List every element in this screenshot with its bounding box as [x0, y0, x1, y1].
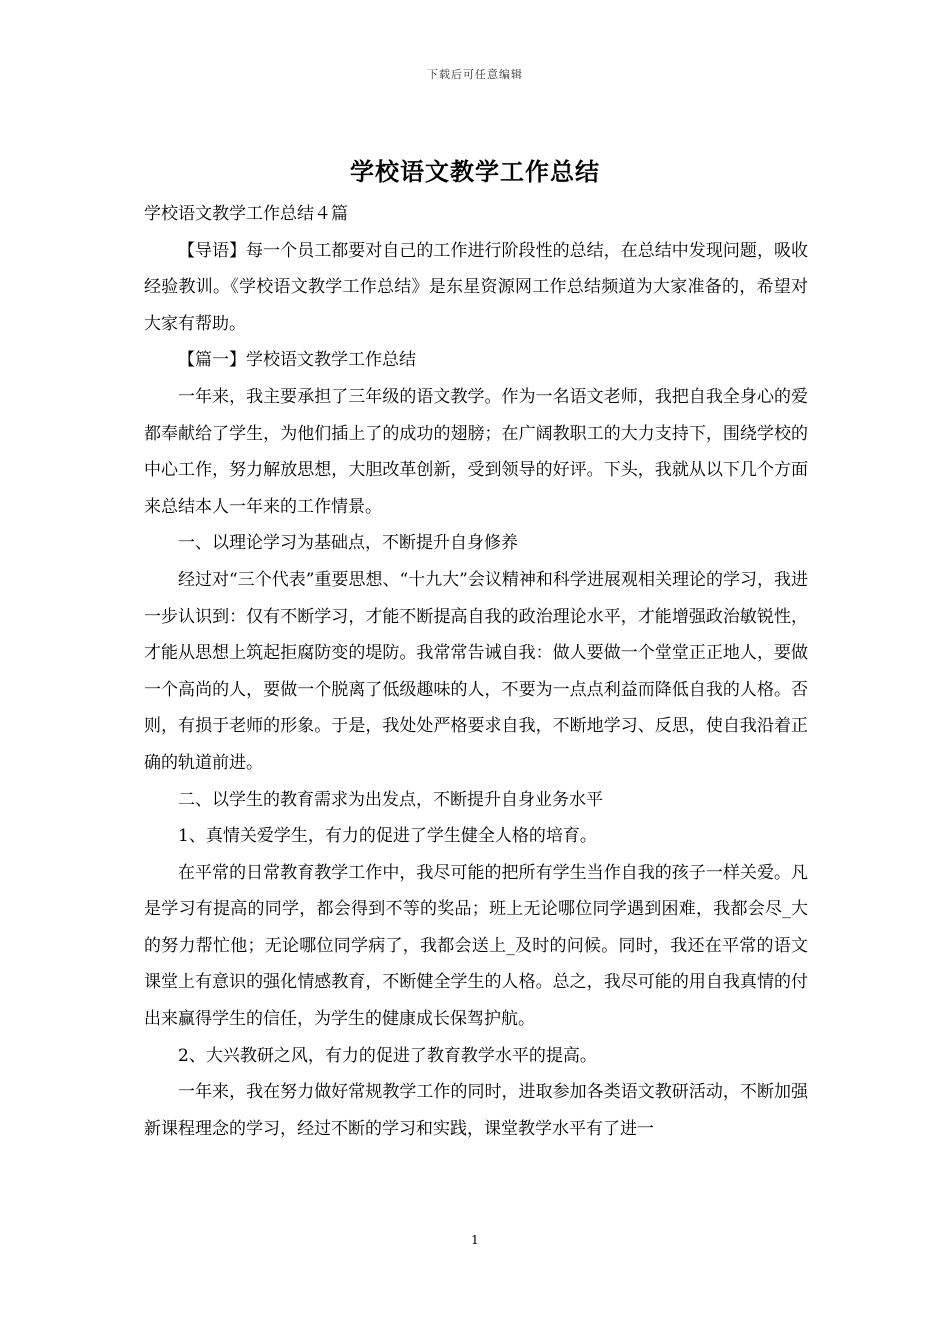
- body-paragraph: 一年来，我主要承担了三年级的语文教学。作为一名语文老师，我把自我全身心的爱都奉献给了学生，为他们插上了的成功的翅膀；在广阔教职工的大力支持下，围绕学校的中心工作，努力解放思想，大胆改革创新，受到领导的好评。下头，我就从以下几个方面来总结本人一年来的工作情景。: [144, 386, 808, 517]
- list-item-heading: 1、真情关爱学生，有力的促进了学生健全人格的培育。: [178, 826, 597, 847]
- subsection-heading: 二、以学生的教育需求为出发点，不断提升自身业务水平: [178, 789, 603, 810]
- document-body: [144, 196, 808, 1147]
- intro-paragraph: 【导语】每一个员工都要对自己的工作进行阶段性的总结，在总结中发现问题，吸收经验教训。《学校语文教学工作总结》是东星资源网工作总结频道为大家准备的，希望对大家有帮助。: [144, 240, 808, 334]
- page-header-note: 下载后可任意编辑: [427, 68, 523, 81]
- subsection-heading: 一、以理论学习为基础点，不断提升自身修养: [178, 533, 518, 554]
- list-item-heading: 2、大兴教研之风，有力的促进了教育教学水平的提高。: [178, 1045, 597, 1066]
- page-number: 1: [471, 1233, 479, 1247]
- body-paragraph: 经过对“三个代表”重要思想、“十九大”会议精神和科学进展观相关理论的学习，我进一步认识到：仅有不断学习，才能不断提高自我的政治理论水平，才能增强政治敏锐性，才能从思想上筑起拒腐防变的堤防。我常常告诫自我：做人要做一个堂堂正正地人，要做一个高尚的人，要做一个脱离了低级趣味的人，不要为一点点利益而降低自我的人格。否则，有损于老师的形象。于是，我处处严格要求自我，不断地学习、反思，使自我沿着正确的轨道前进。: [144, 569, 808, 773]
- body-paragraph: 一年来，我在努力做好常规教学工作的同时，进取参加各类语文教研活动，不断加强新课程理念的学习，经过不断的学习和实践，课堂教学水平有了进一: [144, 1082, 808, 1139]
- section-heading: 【篇一】学校语文教学工作总结: [178, 350, 416, 371]
- document-title: 学校语文教学工作总结: [350, 157, 600, 186]
- subtitle-paragraph: 学校语文教学工作总结４篇: [144, 204, 348, 224]
- body-paragraph: 在平常的日常教育教学工作中，我尽可能的把所有学生当作自我的孩子一样关爱。凡是学习有提高的同学，都会得到不等的奖品；班上无论哪位同学遇到困难，我都会尽_大的努力帮忙他；无论哪位同学病了，我都会送上_及时的问候。同时，我还在平常的语文课堂上有意识的强化情感教育，不断健全学生的人格。总之，我尽可能的用自我真情的付出来赢得学生的信任，为学生的健康成长保驾护航。: [144, 862, 808, 1030]
